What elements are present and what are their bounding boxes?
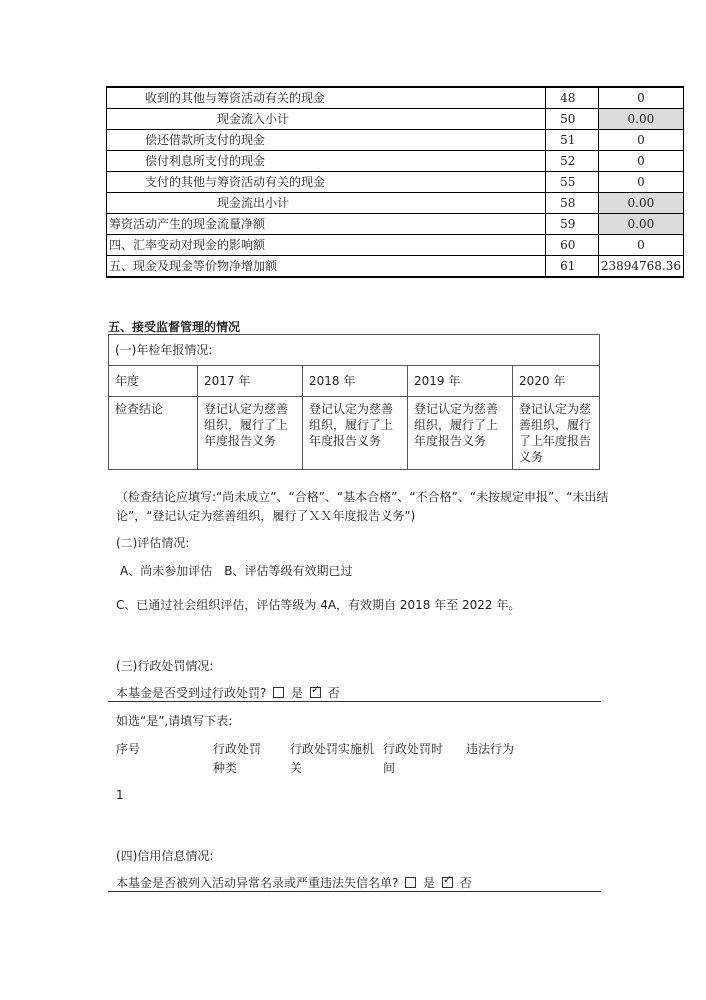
year-cell: 2020 年: [513, 366, 600, 397]
year-cell: 2018 年: [303, 366, 408, 397]
credit-caption: (四)信用信息情况:: [116, 849, 214, 863]
credit-yes-label: 是: [423, 876, 436, 890]
penalty-fill-note: 如选“是”,请填写下表:: [116, 714, 233, 728]
row-line-number: 59: [546, 214, 599, 235]
row-value: 0: [598, 172, 683, 193]
table-row: [107, 214, 684, 235]
penalty-caption: (三)行政处罚情况:: [116, 659, 214, 673]
row-item: 现金流入小计: [107, 109, 546, 130]
table-row: [107, 193, 684, 214]
row-value: 23894768.36: [598, 256, 683, 278]
result-cell: 登记认定为慈善组织，履行了上年度报告义务: [408, 397, 513, 470]
credit-question-row: [116, 874, 472, 891]
evaluation-caption: (二)评估情况:: [116, 536, 190, 550]
evaluation-option-c: C、已通过社会组织评估，评估等级为 4A，有效期自 2018 年至 2022 年。: [116, 598, 521, 612]
divider: [108, 701, 601, 702]
row-value: 0: [598, 87, 683, 109]
row-line-number: 61: [546, 256, 599, 278]
penalty-col-header: 违法行为: [466, 742, 515, 756]
row-item: 筹资活动产生的现金流量净额: [107, 214, 546, 235]
year-header-label: 年度: [109, 366, 198, 397]
table-row: [107, 235, 684, 256]
row-line-number: 60: [546, 235, 599, 256]
table-row: [107, 151, 684, 172]
penalty-col-header: 行政处罚时间: [383, 742, 444, 775]
row-item: 支付的其他与筹资活动有关的现金: [107, 172, 546, 193]
row-line-number: 48: [546, 87, 599, 109]
credit-no-checkbox[interactable]: [442, 877, 453, 888]
penalty-yes-label: 是: [291, 686, 304, 700]
result-cell: 登记认定为慈善组织，履行了上年度报告义务: [513, 397, 600, 470]
row-value: 0.00: [598, 109, 683, 130]
row-value: 0: [598, 151, 683, 172]
penalty-col-header: 行政处罚实施机关: [290, 742, 375, 775]
penalty-row-number: 1: [116, 788, 124, 802]
row-line-number: 51: [546, 130, 599, 151]
table-row: [107, 87, 684, 109]
penalty-question: 本基金是否受到过行政处罚?: [116, 686, 267, 700]
year-cell: 2017 年: [198, 366, 303, 397]
row-line-number: 55: [546, 172, 599, 193]
row-line-number: 50: [546, 109, 599, 130]
penalty-yes-checkbox[interactable]: [273, 687, 284, 698]
row-value: 0: [598, 235, 683, 256]
row-item: 四、汇率变动对现金的影响额: [107, 235, 546, 256]
section-title: 五、接受监督管理的情况: [108, 320, 241, 334]
credit-yes-checkbox[interactable]: [405, 877, 416, 888]
evaluation-options: A、尚未参加评估 B、评估等级有效期已过: [120, 564, 353, 578]
divider: [108, 891, 601, 892]
inspection-note: （检查结论应填写:“尚未成立”、“合格”、“基本合格”、“不合格”、“未按规定申报”、“未出结论”，“登记认定为慈善组织，履行了ＸＸ年度报告义务”): [116, 490, 609, 523]
row-value: 0: [598, 130, 683, 151]
table-row: [107, 109, 684, 130]
inspection-caption: (一)年检年报情况:: [109, 335, 600, 366]
row-item: 五、现金及现金等价物净增加额: [107, 256, 546, 278]
credit-question: 本基金是否被列入活动异常名录或严重违法失信名单?: [116, 876, 399, 890]
table-row: [107, 172, 684, 193]
penalty-question-row: [116, 684, 340, 701]
penalty-no-label: 否: [327, 686, 340, 700]
penalty-no-checkbox[interactable]: [310, 687, 321, 698]
row-item: 现金流出小计: [107, 193, 546, 214]
result-cell: 登记认定为慈善组织，履行了上年度报告义务: [303, 397, 408, 470]
row-value: 0.00: [598, 214, 683, 235]
inspection-table: [108, 334, 600, 470]
credit-no-label: 否: [459, 876, 472, 890]
row-item: 偿付利息所支付的现金: [107, 151, 546, 172]
table-row: [107, 256, 684, 278]
row-line-number: 52: [546, 151, 599, 172]
result-cell: 登记认定为慈善组织，履行了上年度报告义务: [198, 397, 303, 470]
row-item: 收到的其他与筹资活动有关的现金: [107, 87, 546, 109]
penalty-col-header: 行政处罚种类: [213, 742, 262, 775]
row-value: 0.00: [598, 193, 683, 214]
result-label: 检查结论: [109, 397, 198, 470]
row-item: 偿还借款所支付的现金: [107, 130, 546, 151]
row-line-number: 58: [546, 193, 599, 214]
table-row: [107, 130, 684, 151]
year-cell: 2019 年: [408, 366, 513, 397]
cashflow-table: [106, 86, 684, 278]
penalty-col-header: 序号: [116, 742, 141, 756]
